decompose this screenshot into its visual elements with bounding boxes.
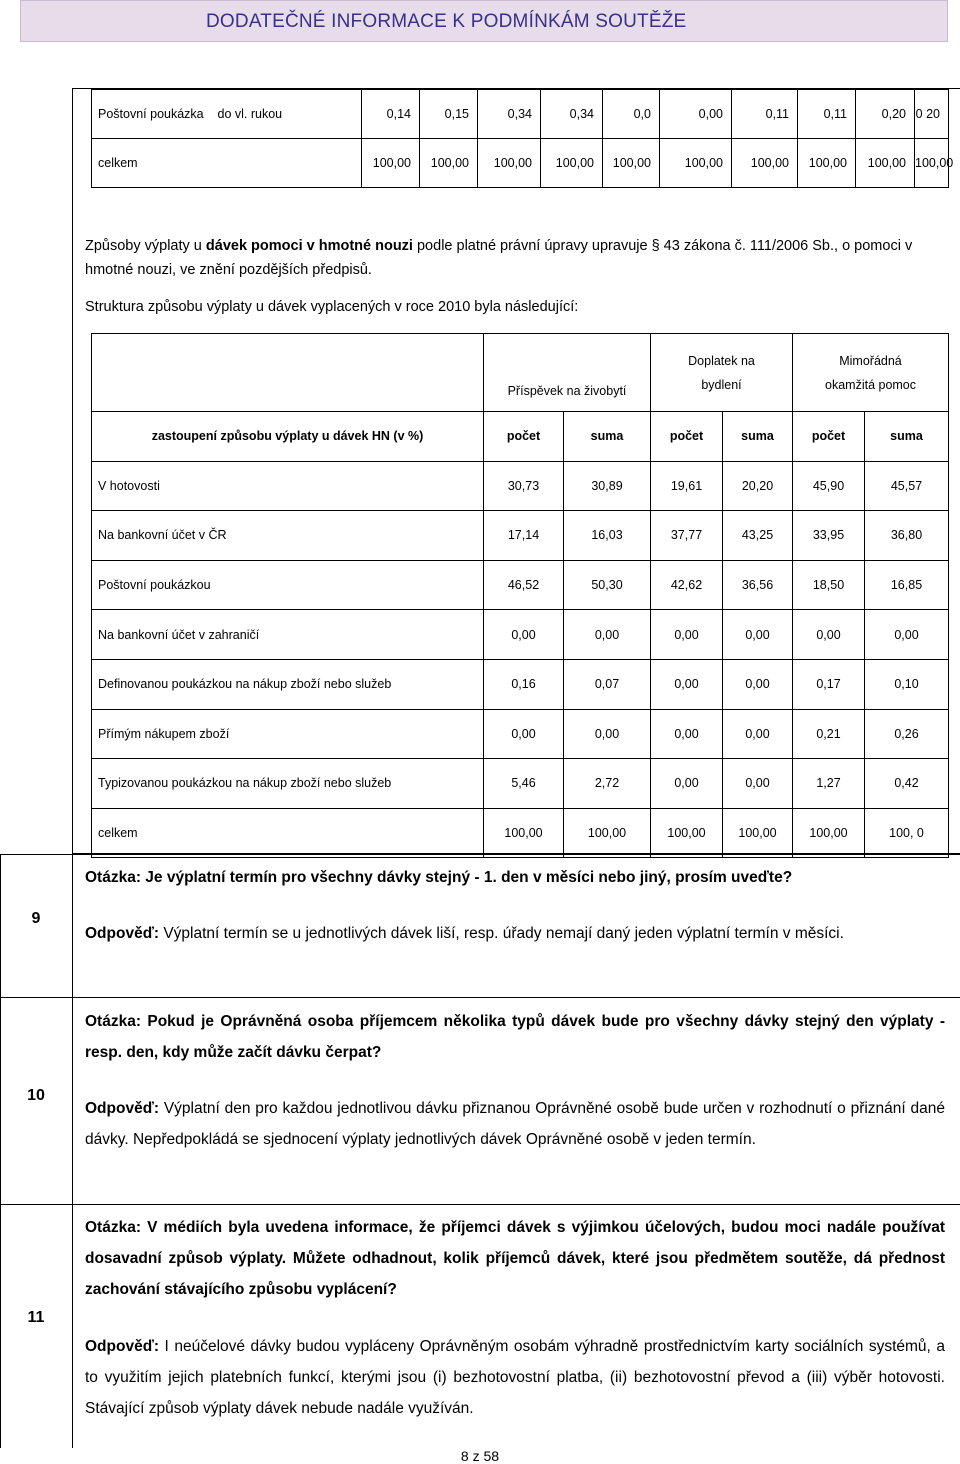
group-header-mimoradna — [793, 334, 949, 412]
table-cell: 16,03 — [564, 511, 651, 561]
left-border — [0, 854, 1, 1448]
group-header-line1: Doplatek na — [688, 353, 755, 368]
table-cell: 0,16 — [484, 659, 564, 709]
group-header-label: Příspěvek na živobytí — [507, 384, 627, 398]
table-cell: 17,14 — [484, 511, 564, 561]
table-cell: 30,89 — [564, 461, 651, 511]
header-title: DODATEČNÉ INFORMACE K PODMÍNKÁM SOUTĚŽE — [206, 11, 687, 32]
answer-9 — [85, 918, 945, 949]
table-cell: 0,00 — [723, 709, 793, 759]
table-cell: 0,00 — [723, 759, 793, 809]
table-cell: 0,00 — [564, 610, 651, 660]
answer-text: Výplatní den pro každou jednotlivou dávku přiznanou Oprávněné osobě bude určen v rozhodnutí o přiznání dané dávky. Nepředpokládá se sjednocení výplaty jednotlivých dávek Oprávněné osobě v jeden termín. — [85, 1100, 945, 1148]
table-cell: 0,00 — [793, 610, 865, 660]
table-row — [92, 90, 949, 139]
question-number: 11 — [27, 1309, 45, 1326]
sub-header-cell: suma — [723, 412, 793, 462]
table-cell: 0,00 — [484, 709, 564, 759]
group-header-line1: Mimořádná — [839, 353, 902, 368]
table-cell: 30,73 — [484, 461, 564, 511]
section-divider — [0, 1204, 960, 1205]
table-cell: 20,20 — [723, 461, 793, 511]
group-header-line2: okamžitá pomoc — [825, 377, 917, 392]
table-cell: 100,00 — [915, 139, 949, 188]
sub-header-cell: suma — [865, 412, 949, 462]
table-cell: 0,17 — [793, 659, 865, 709]
table-cell: 100,00 — [660, 139, 732, 188]
table-row — [92, 511, 949, 561]
table-cell: 100,00 — [484, 808, 564, 858]
row-label: Definovanou poukázkou na nákup zboží nebo služeb — [92, 659, 484, 709]
table-cell: 0,00 — [484, 610, 564, 660]
sub-header-cell: suma — [564, 412, 651, 462]
table-cell: 5,46 — [484, 759, 564, 809]
sub-header-row — [92, 412, 949, 462]
table-row — [92, 759, 949, 809]
intro-paragraph — [85, 234, 947, 282]
answer-text: Výplatní termín se u jednotlivých dávek liší, resp. úřady nemají daný jeden výplatní termín v měsíci. — [159, 925, 844, 942]
row-label: Poštovní poukázkou — [92, 560, 484, 610]
table-row — [92, 560, 949, 610]
row-label: Přímým nákupem zboží — [92, 709, 484, 759]
table-row — [92, 610, 949, 660]
table-cell: 100,00 — [564, 808, 651, 858]
question-number: 9 — [31, 910, 41, 927]
table-cell: 1,27 — [793, 759, 865, 809]
section-divider — [0, 997, 960, 998]
table-cell: 100,00 — [420, 139, 478, 188]
table-cell: 100,00 — [603, 139, 660, 188]
table-cell: 100,00 — [732, 139, 798, 188]
row-label: Na bankovní účet v zahraničí — [92, 610, 484, 660]
answer-11 — [85, 1331, 945, 1424]
table-cell: 100,00 — [651, 808, 723, 858]
table-cell: 0,20 — [856, 90, 915, 139]
table-row — [92, 808, 949, 858]
row-label: Na bankovní účet v ČR — [92, 511, 484, 561]
table-cell: 0,07 — [564, 659, 651, 709]
sub-header-label: zastoupení způsobu výplaty u dávek HN (v %) — [92, 412, 484, 462]
table-cell: 42,62 — [651, 560, 723, 610]
row-label: V hotovosti — [92, 461, 484, 511]
table-cell: 0,42 — [865, 759, 949, 809]
table-cell: 100,00 — [856, 139, 915, 188]
table-cell: 19,61 — [651, 461, 723, 511]
table-cell: 0,21 — [793, 709, 865, 759]
group-header-zivobyti — [484, 334, 651, 412]
table-cell: 0,00 — [651, 610, 723, 660]
table-cell: 36,80 — [865, 511, 949, 561]
group-header-line2: bydlení — [701, 377, 742, 392]
table-cell: 0,0 — [603, 90, 660, 139]
table-cell: 0,26 — [865, 709, 949, 759]
sub-header-cell: počet — [484, 412, 564, 462]
table-cell: 100,00 — [723, 808, 793, 858]
table-cell: 0,15 — [420, 90, 478, 139]
question-10 — [85, 1006, 945, 1068]
group-header-bydleni — [651, 334, 793, 412]
table-row — [92, 139, 949, 188]
row-label: Poštovní poukázka do vl. rukou — [92, 90, 362, 139]
intro-bold: dávek pomoci v hmotné nouzi — [205, 238, 413, 254]
sub-header-cell: počet — [793, 412, 865, 462]
table-cell: 0,00 — [651, 709, 723, 759]
table-cell: 0,11 — [798, 90, 856, 139]
answer-10 — [85, 1093, 945, 1155]
table-corner-cell — [92, 334, 484, 412]
page-header — [20, 0, 948, 42]
table-cell: 33,95 — [793, 511, 865, 561]
question-9 — [85, 862, 945, 893]
question-text: Otázka: Je výplatní termín pro všechny dávky stejný - 1. den v měsíci nebo jiný, prosím uveďte? — [85, 869, 793, 886]
section-divider — [0, 854, 960, 855]
row-label: celkem — [92, 139, 362, 188]
table-cell: 0,34 — [478, 90, 541, 139]
table-row — [92, 461, 949, 511]
page-number: 8 z 58 — [460, 1448, 500, 1464]
table-row — [92, 659, 949, 709]
table-cell: 0,00 — [660, 90, 732, 139]
table-cell: 2,72 — [564, 759, 651, 809]
table-cell: 0,11 — [732, 90, 798, 139]
answer-label: Odpověď: — [85, 1100, 160, 1117]
table-cell: 0,00 — [723, 610, 793, 660]
table-cell: 100,00 — [798, 139, 856, 188]
delivery-table — [91, 89, 954, 188]
answer-label: Odpověď: — [85, 1338, 160, 1355]
table-cell: 43,25 — [723, 511, 793, 561]
question-text: Otázka: V médiích byla uvedena informace, že příjemci dávek s výjimkou účelových, budou moci nadále používat dosavadní způsob výplaty. Můžete odhadnout, kolik příjemců dávek, které jsou předmětem soutěže, dá přednost zachování stávajícího způsobu vyplácení? — [85, 1219, 945, 1298]
table-cell: 16,85 — [865, 560, 949, 610]
table-cell: 100,00 — [362, 139, 420, 188]
table-cell: 0,00 — [723, 659, 793, 709]
structure-paragraph: Struktura způsobu výplaty u dávek vyplacených v roce 2010 byla následující: — [85, 299, 579, 315]
table-cell: 0,00 — [564, 709, 651, 759]
intro-text-2: podle platné právní úpravy upravuje § 43 zákona č. 111/2006 Sb., o pomoci v hmotné nouzi, ve znění pozdějších předpisů. — [85, 238, 913, 278]
table-cell: 0,00 — [651, 759, 723, 809]
row-label: Typizovanou poukázkou na nákup zboží nebo služeb — [92, 759, 484, 809]
answer-text: I neúčelové dávky budou vypláceny Oprávněným osobám výhradně prostřednictvím karty sociálních systémů, a to využitím jejich platebních funkcí, kterými jsou (i) bezhotovostní platba, (ii) bezhotovostní převod a (iii) výběr hotovosti. Stávající způsob výplaty dávek nebude nadále využíván. — [85, 1338, 945, 1417]
answer-label: Odpověď: — [85, 925, 160, 942]
row-label: celkem — [92, 808, 484, 858]
table-cell: 45,90 — [793, 461, 865, 511]
table-cell: 100,00 — [541, 139, 603, 188]
question-11 — [85, 1212, 945, 1305]
table-cell: 0 20 — [915, 90, 949, 139]
table-cell: 100,00 — [793, 808, 865, 858]
question-text: Otázka: Pokud je Oprávněná osoba příjemcem několika typů dávek bude pro všechny dávky stejný den výplaty - resp. den, kdy může začít dávku čerpat? — [85, 1013, 945, 1061]
intro-text-1: Způsoby výplaty u — [85, 238, 206, 254]
table-cell: 0,00 — [651, 659, 723, 709]
table-cell: 0,14 — [362, 90, 420, 139]
payment-structure-table — [91, 333, 949, 858]
table-cell: 45,57 — [865, 461, 949, 511]
table-cell: 36,56 — [723, 560, 793, 610]
table-cell: 0,00 — [865, 610, 949, 660]
table-cell: 37,77 — [651, 511, 723, 561]
question-number: 10 — [27, 1087, 45, 1104]
table-cell: 100,00 — [478, 139, 541, 188]
table-cell: 50,30 — [564, 560, 651, 610]
table-cell: 46,52 — [484, 560, 564, 610]
number-column-divider — [72, 854, 73, 1448]
sub-header-cell: počet — [651, 412, 723, 462]
table-row — [92, 709, 949, 759]
table-cell: 18,50 — [793, 560, 865, 610]
table-cell: 100, 0 — [865, 808, 949, 858]
table-cell: 0,10 — [865, 659, 949, 709]
table-cell: 0,34 — [541, 90, 603, 139]
